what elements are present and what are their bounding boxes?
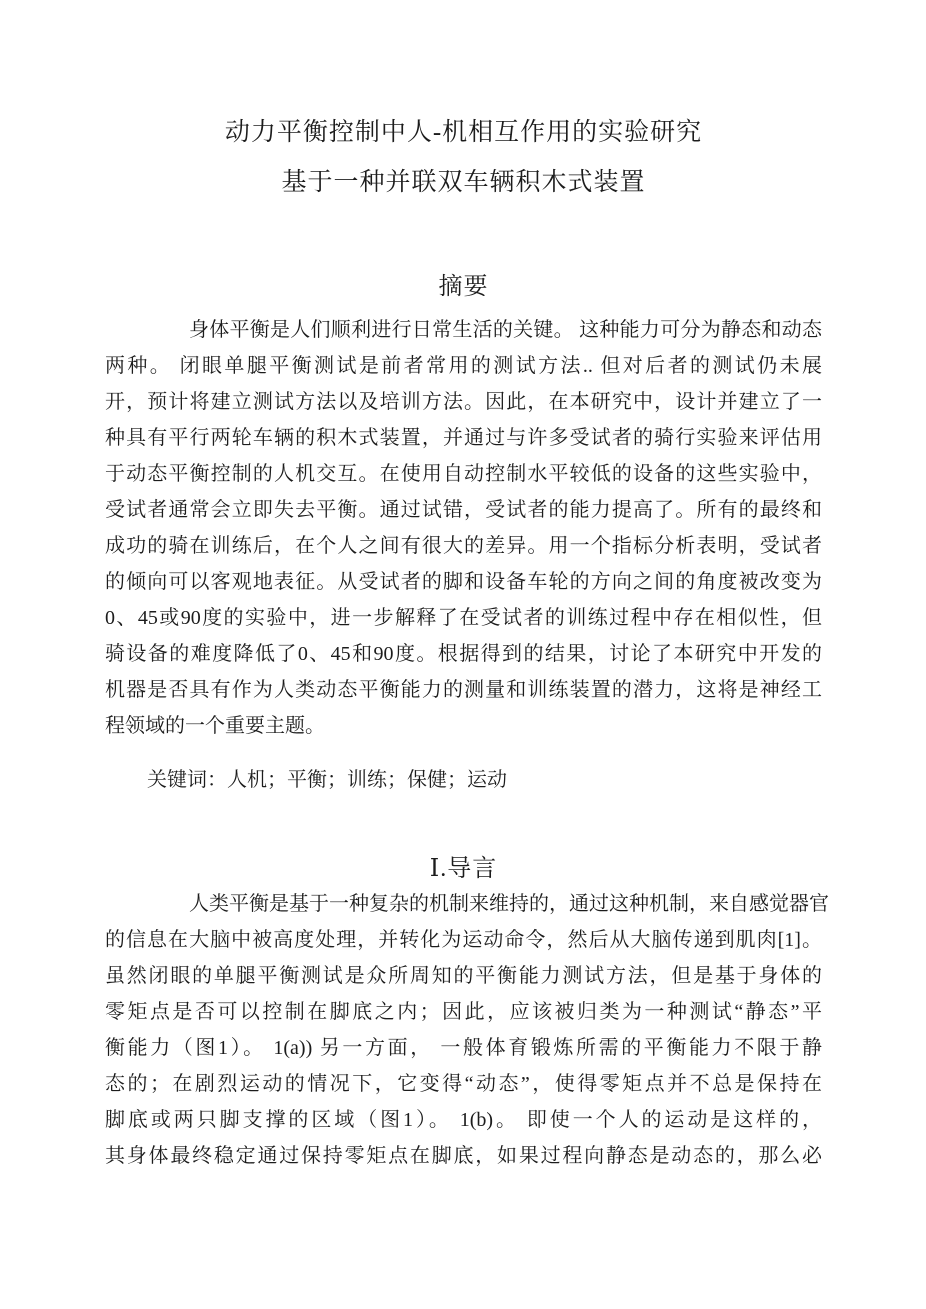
introduction-line: 人类平衡是基于一种复杂的机制来维持的，通过这种机制，来自感觉器官 bbox=[189, 893, 829, 915]
abstract-line: 于动态平衡控制的人机交互。在使用自动控制水平较低的设备的这些实验中， bbox=[105, 463, 822, 485]
introduction-heading: Ⅰ.导言 bbox=[429, 856, 498, 882]
abstract-line: 成功的骑在训练后，在个人之间有很大的差异。用一个指标分析表明，受试者 bbox=[105, 535, 822, 557]
abstract-line: 机器是否具有作为人类动态平衡能力的测量和训练装置的潜力，这将是神经工 bbox=[105, 679, 822, 701]
introduction-line: 虽然闭眼的单腿平衡测试是众所周知的平衡能力测试方法，但是基于身体的 bbox=[105, 965, 822, 987]
paper-title-line-1: 动力平衡控制中人-机相互作用的实验研究 bbox=[224, 119, 703, 146]
introduction-line: 脚底或两只脚支撑的区域（图1）。 1(b)。 即使一个人的运动是这样的， bbox=[105, 1109, 822, 1131]
introduction-line: 零矩点是否可以控制在脚底之内；因此，应该被归类为一种测试“静态”平 bbox=[105, 1001, 822, 1023]
abstract-line: 身体平衡是人们顺利进行日常生活的关键。 这种能力可分为静态和动态 bbox=[189, 319, 822, 341]
abstract-line: 程领域的一个重要主题。 bbox=[105, 715, 325, 737]
abstract-line: 骑设备的难度降低了0、45和90度。根据得到的结果，讨论了本研究中开发的 bbox=[105, 643, 822, 665]
abstract-line: 0、45或90度的实验中，进一步解释了在受试者的训练过程中存在相似性，但 bbox=[105, 607, 822, 629]
abstract-line: 种具有平行两轮车辆的积木式装置，并通过与许多受试者的骑行实验来评估用 bbox=[105, 427, 822, 449]
abstract-line: 受试者通常会立即失去平衡。通过试错，受试者的能力提高了。所有的最终和 bbox=[105, 499, 822, 521]
introduction-paragraph bbox=[105, 886, 829, 1174]
introduction-line: 衡能力（图1）。 1(a)) 另一方面， 一般体育锻炼所需的平衡能力不限于静 bbox=[105, 1037, 822, 1059]
abstract-line: 的倾向可以客观地表征。从受试者的脚和设备车轮的方向之间的角度被改变为 bbox=[105, 571, 822, 593]
introduction-line: 其身体最终稳定通过保持零矩点在脚底，如果过程向静态是动态的，那么必 bbox=[105, 1145, 822, 1167]
introduction-line: 的信息在大脑中被高度处理，并转化为运动命令，然后从大脑传递到肌肉[1]。 bbox=[105, 929, 822, 951]
keywords: 关键词：人机；平衡；训练；保健；运动 bbox=[147, 769, 507, 791]
paper-title-line-2: 基于一种并联双车辆积木式装置 bbox=[281, 169, 646, 196]
abstract-heading: 摘要 bbox=[438, 274, 489, 300]
abstract-paragraph bbox=[105, 312, 822, 744]
introduction-line: 态的；在剧烈运动的情况下，它变得“动态”，使得零矩点并不总是保持在 bbox=[105, 1073, 822, 1095]
abstract-line: 两种。 闭眼单腿平衡测试是前者常用的测试方法.. 但对后者的测试仍未展 bbox=[105, 355, 822, 377]
abstract-line: 开，预计将建立测试方法以及培训方法。因此，在本研究中，设计并建立了一 bbox=[105, 391, 822, 413]
